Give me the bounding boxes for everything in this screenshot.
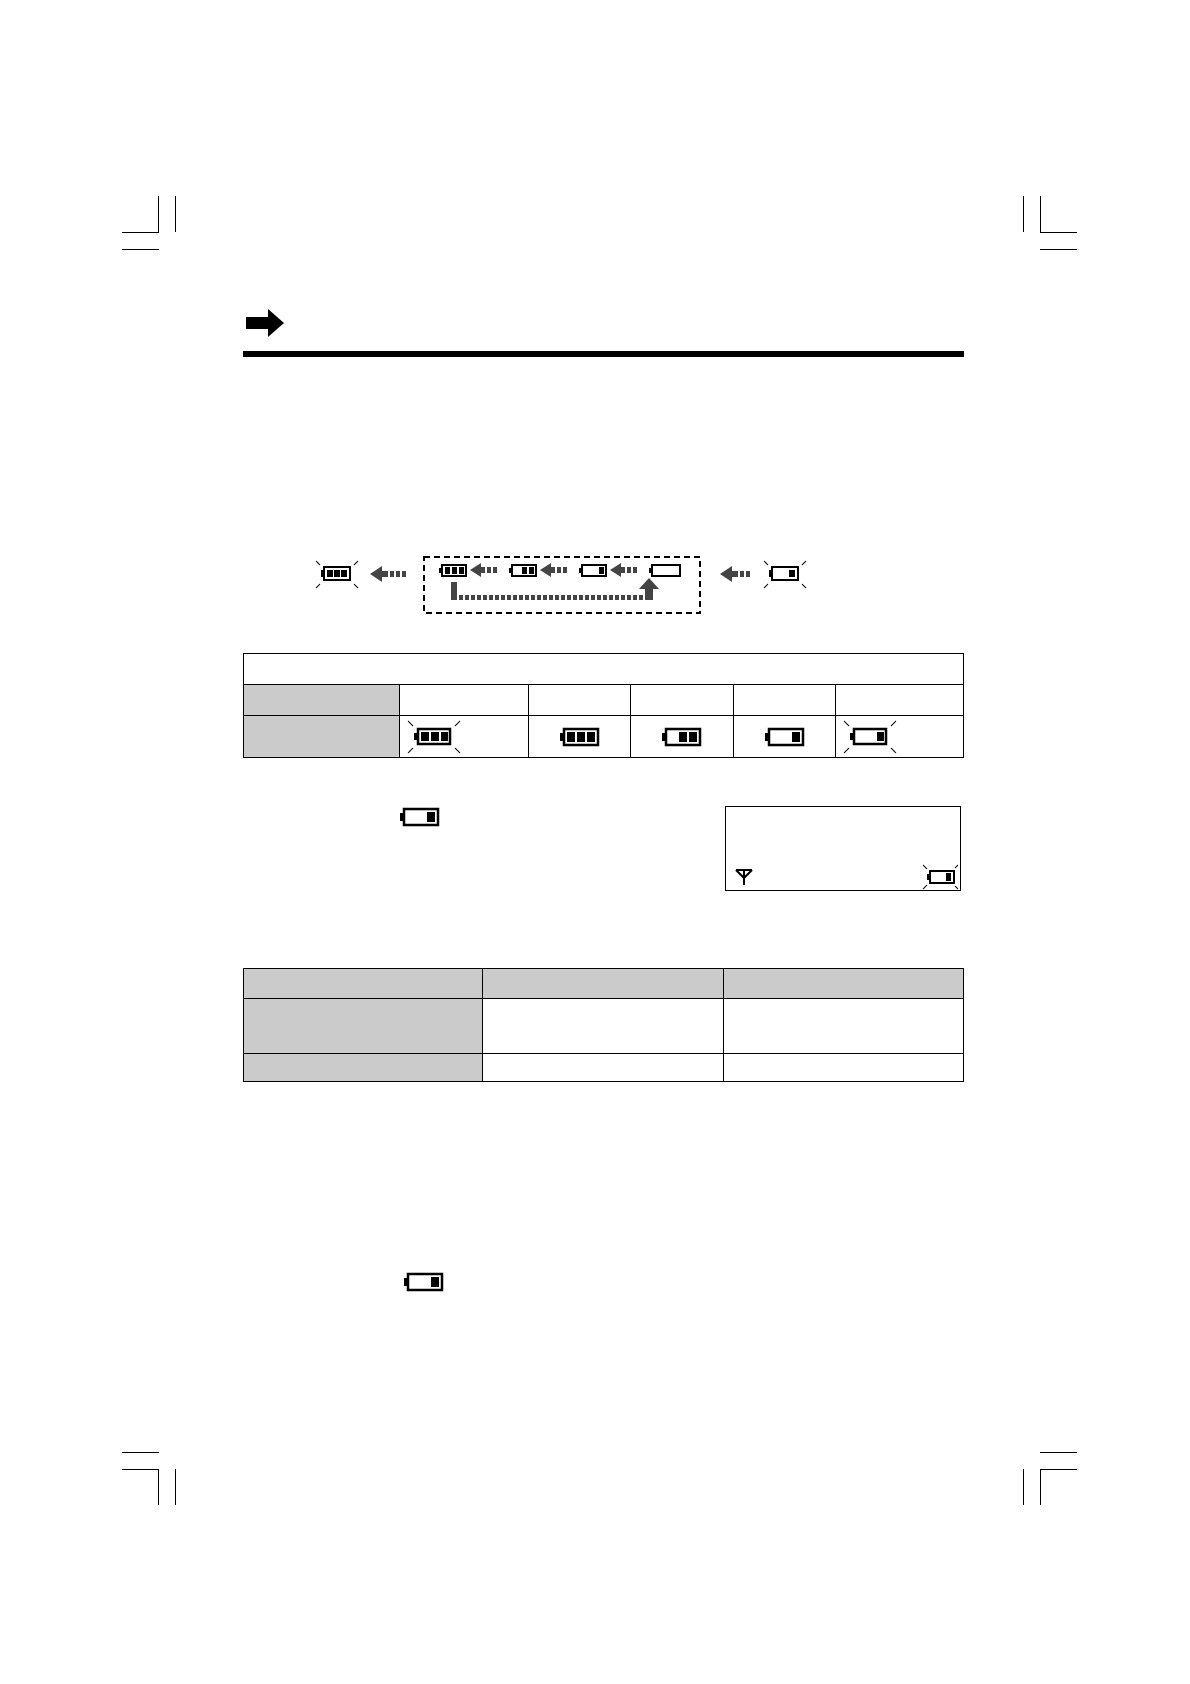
crop-mark-top-right-v2 [1040,196,1041,232]
row-header-cell [244,716,400,758]
crop-mark-top-right-h2 [1040,249,1077,250]
battery-flashing-low-icon [840,718,900,756]
battery-full-icon [558,726,602,748]
section-rule [243,351,964,357]
crop-mark-bottom-right-v1 [1023,1469,1024,1505]
arrow-left-dashed-icon [370,565,412,583]
table-header-cell [483,969,724,999]
antenna-icon [734,867,754,887]
table-cell [724,1054,964,1082]
battery-one-bar-icon [763,726,807,748]
crop-mark-bottom-left-h1 [122,1452,159,1453]
table-header-row [244,685,964,716]
crop-mark-bottom-left-h2 [122,1469,159,1470]
table-cell [529,716,631,758]
table-cell [529,685,631,716]
table-cell [400,716,529,758]
crop-mark-bottom-left-v2 [175,1469,176,1505]
crop-mark-top-left-h1 [122,232,159,233]
table-cell [836,716,964,758]
table-row [244,1054,964,1082]
battery-one-bar-icon [402,1271,446,1293]
battery-one-bar-icon [398,806,442,828]
specification-table [243,968,964,1082]
battery-one-bar-icon [579,565,606,576]
row-header-cell [244,999,483,1054]
charging-cycle-box [423,556,701,616]
crop-mark-top-left-v1 [158,196,159,232]
table-cell [734,685,836,716]
table-title-cell [244,654,964,685]
table-cell [631,716,734,758]
table-icon-row [244,716,964,758]
table-title-row [244,654,964,685]
battery-flashing-low-icon [760,558,810,592]
crop-mark-top-right-h1 [1040,232,1077,233]
handset-display [725,806,961,891]
battery-level-table [243,653,964,758]
table-cell [724,999,964,1054]
table-cell [631,685,734,716]
charging-sequence-diagram [300,550,820,620]
battery-flashing-low-icon [920,863,960,891]
return-arrow-icon [451,578,659,600]
battery-two-bars-icon [660,726,704,748]
table-row [244,999,964,1054]
table-cell [836,685,964,716]
crop-mark-bottom-left-v1 [158,1469,159,1505]
row-header-cell [244,685,400,716]
table-header-row [244,969,964,999]
table-header-cell [724,969,964,999]
table-cell [734,716,836,758]
crop-mark-top-right-v1 [1023,196,1024,232]
table-header-cell [244,969,483,999]
table-cell [483,1054,724,1082]
battery-empty-icon [649,565,680,576]
arrow-left-dashed-icon [720,565,756,583]
crop-mark-bottom-right-h2 [1040,1469,1077,1470]
row-header-cell [244,1054,483,1082]
crop-mark-top-left-h2 [122,249,159,250]
right-arrow-icon [246,308,286,338]
crop-mark-bottom-right-h1 [1040,1452,1077,1453]
crop-mark-bottom-right-v2 [1040,1469,1041,1505]
battery-flashing-full-icon [404,718,464,756]
table-cell [483,999,724,1054]
battery-full-icon [439,565,466,576]
battery-two-bars-icon [509,565,536,576]
battery-flashing-full-icon [312,558,362,592]
table-cell [400,685,529,716]
crop-mark-top-left-v2 [175,196,176,232]
